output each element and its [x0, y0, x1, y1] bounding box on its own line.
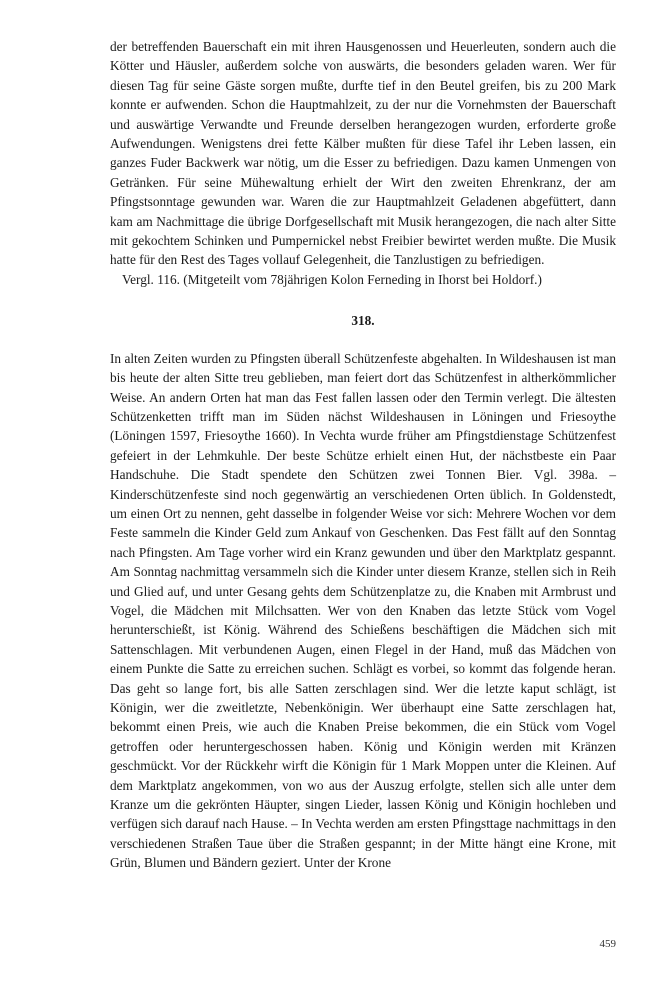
page-number: 459	[599, 938, 616, 950]
paragraph-section-318: In alten Zeiten wurden zu Pfingsten überall Schützenfeste abgehalten. In Wildeshausen ist man bis heute der alten Sitte treu geblieben, man feiert dort das Schützenfest in altherkömmlicher Weise. An andern Orten hat man das Fest fallen lassen oder den Termin verlegt. Die ältesten Schützenketten trifft man im Süden nächst Wildeshausen in Löningen und Friesoythe (Löningen 1597, Friesoythe 1660). In Vechta wurde früher am Pfingstdienstage Schützenfest gefeiert in der Lehmkuhle. Der beste Schütze erhielt einen Hut, der nächstbeste ein Paar Handschuhe. Die Stadt spendete den Schützen zwei Tonnen Bier. Vgl. 398a. – Kinderschützenfeste sind noch gegenwärtig an verschiedenen Orten üblich. In Goldenstedt, um einen Ort zu nennen, geht dasselbe in folgender Weise vor sich: Mehrere Wochen vor dem Feste sammeln die Kinder Geld zum Ankauf von Geschenken. Das Fest fällt auf den Sonntag nach Pfingsten. Am Tage vorher wird ein Kranz gewunden und über den Marktplatz gespannt. Am Sonntag nachmittag versammeln sich die Kinder unter diesem Kranze, stellen sich in Reih und Glied auf, und unter Gesang gehts dem Schützenplatze zu, die Knaben mit Armbrust und Vogel, die Mädchen mit Milchsatten. Wer von den Knaben das letzte Stück vom Vogel herunterschießt, ist König. Während des Schießens beschäftigen die Mädchen sich mit Sattenschlagen. Mit verbundenen Augen, einen Flegel in der Hand, muß das Mädchen von einem Punkte die Satte zu erreichen suchen. Schlägt es vorbei, so kommt das folgende heran. Das geht so lange fort, bis alle Satten zerschlagen sind. Wer die letzte kaput schlägt, ist Königin, wer die zweitletzte, Nebenkönigin. Wer überhaupt eine Satte zerschlagen hat, bekommt einen Preis, wie auch die Knaben Preise bekommen, die ein Stück vom Vogel getroffen oder heruntergeschossen haben. König und Königin werden mit Kränzen geschmückt. Vor der Rückkehr wirft die Königin für 1 Mark Moppen unter die Kleinen. Auf dem Marktplatz angekommen, von wo aus der Auszug erfolgte, stellen sich alle unter dem Kranze um die gekrönten Häupter, singen Lieder, lassen König und Königin hochleben und verfügen sich darauf nach Hause. – In Vechta werden am ersten Pfingsttage nachmittags in den verschiedenen Straßen Taue über die Straßen gespannt; in der Mitte hängt eine Krone, mit Grün, Blumen und Bändern geziert. Unter der Krone	[110, 350, 616, 871]
section-heading: 318.	[351, 313, 375, 329]
paragraph-continued: der betreffenden Bauerschaft ein mit ihren Hausgenossen und Heuerleuten, sondern auch die Kötter und Häusler, außerdem solche von auswärts, die besonders geladen waren. Wer für diesen Tag für seine Gäste sorgen mußte, durfte tief in den Beutel greifen, bis zu 200 Mark konnte er aufwenden. Schon die Hauptmahlzeit, zu der nur die Vornehmsten der Bauerschaft und auswärtige Verwandte und Freunde derselben herangezogen wurden, erforderte große Aufwendungen. Wenigstens drei fette Kälber mußten für diese Tafel ihr Leben lassen, ein ganzes Fuder Backwerk war nötig, um die Esser zu befriedigen. Dazu kamen Unmengen von Getränken. Für seine Mühewaltung erhielt der Wirt den zweiten Ehrenkranz, der am Pfingstsonntage gewunden war. Waren die zur Hauptmahlzeit Geladenen abgefüttert, dann kam am Nachmittage die übrige Dorfgesellschaft mit Musik herangezogen, die nach alter Sitte mit gekochtem Schinken und Pumpernickel nebst Freibier bewirtet werden mußte. Die Musik hatte für den Rest des Tages vollauf Gelegenheit, die Tanzlustigen zu befriedigen.	[110, 39, 616, 268]
reference-note: Vergl. 116. (Mitgeteilt vom 78jährigen Kolon Ferneding in Ihorst bei Holdorf.)	[122, 271, 542, 287]
page-body	[110, 37, 616, 873]
